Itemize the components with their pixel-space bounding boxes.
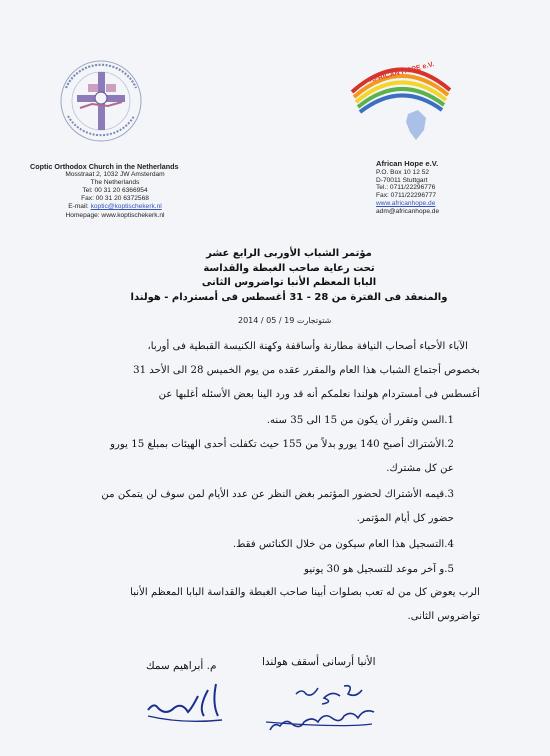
letter-title: [124, 247, 454, 305]
closing-line-1: الرب يعوض كل من له تعب بصلوات أبينا صاحب الغبطة والقداسة البابا المعظم الأنبا: [130, 587, 480, 598]
coptic-church-tel: Tel: 00 31 20 6366954: [82, 187, 148, 195]
closing-line-2: تواضروس الثانى.: [407, 611, 480, 622]
african-hope-logo-text: AFRICAN HOPE e.V.: [368, 61, 436, 85]
list-item-2-continued: عن كل مشترك.: [386, 463, 454, 474]
list-item-3-continued: حضور كل أيام المؤتمر.: [356, 513, 454, 524]
title-line-4: والمنعقد فى الفترة من 28 - 31 أغسطس فى أمستردام - هولندا: [130, 291, 448, 303]
title-line-2: تحت رعاية صاحب الغبطة والقداسة: [203, 262, 375, 274]
list-item-3: 3.قيمه الأشتراك لحضور المؤتمر بغض النظر عن عدد الأيام لمن سوف لن يتمكن من: [101, 489, 454, 500]
list-item-2: 2.الأشتراك أصبح 140 يورو بدلاً من 155 حيث تكفلت أحدى الهيئات بمبلغ 15 يورو: [110, 439, 454, 450]
african-hope-website-link[interactable]: www.africanhope.de: [376, 199, 436, 207]
coptic-church-email-link[interactable]: koptic@koptischekerk.nl: [90, 203, 162, 211]
signatory-right-name: الأنبا أرسانى أسقف هولندا: [262, 656, 376, 668]
african-hope-city: D-70011 Stuttgart: [376, 176, 428, 184]
african-hope-logo: [346, 52, 456, 152]
coptic-church-name: Coptic Orthodox Church in the Netherlands: [30, 162, 179, 171]
body-paragraph-1: بخصوص أجتماع الشباب هذا العام والمقرر عقده من يوم الخميس 28 الى الأحد 31: [133, 365, 480, 376]
coptic-church-fax: Fax: 00 31 20 6372568: [81, 195, 149, 203]
african-hope-email: adm@africanhope.de: [376, 207, 440, 215]
coptic-church-logo: [58, 58, 144, 144]
letter-date: شتوتجارت 19 / 05 / 2014: [238, 316, 332, 325]
right-handwritten-signature: [252, 676, 382, 736]
title-line-1: مؤتمر الشباب الأوربى الرابع عشر: [206, 248, 372, 259]
left-handwritten-signature: [142, 676, 228, 728]
list-item-5: 5.و آخر موعد للتسجيل هو 30 يونيو: [304, 564, 454, 575]
coptic-church-email-line: [30, 203, 200, 211]
african-hope-address-block: [376, 160, 496, 216]
african-hope-tel: Tel.: 0711/22296776: [376, 184, 436, 192]
signatory-left-name: م. أبراهيم سمك: [146, 660, 217, 672]
title-line-3: البابا المعظم الأنبا تواضروس الثانى: [201, 277, 377, 288]
list-item-4: 4.التسجيل هذا العام سيكون من خلال الكنائس فقط.: [232, 539, 454, 550]
african-hope-fax: Fax: 0711/22296777: [376, 192, 437, 200]
list-item-1: 1.السن وتقرر أن يكون من 15 الى 35 سنه.: [266, 415, 454, 426]
coptic-church-street: Mosstraat 2, 1032 JW Amsterdam: [65, 171, 165, 179]
african-hope-po-box: P.O. Box 10 12 52: [376, 168, 430, 176]
african-hope-name: African Hope e.V.: [376, 159, 439, 168]
coptic-church-address-block: [30, 163, 200, 220]
body-paragraph-2: أغسطس فى أمستردام هولندا نعلمكم أنه قد ورد الينا بعض الأسئله أغلبها عن: [158, 389, 480, 400]
email-label: E-mail:: [68, 203, 89, 211]
coptic-church-country: The Netherlands: [90, 179, 140, 187]
coptic-church-homepage: Homepage: www.koptischekerk.nl: [65, 211, 165, 219]
greeting: الآباء الأحباء أصحاب النيافة مطارنة وأساقفة وكهنة الكنيسة القبطية فى أوربا،: [147, 341, 468, 352]
